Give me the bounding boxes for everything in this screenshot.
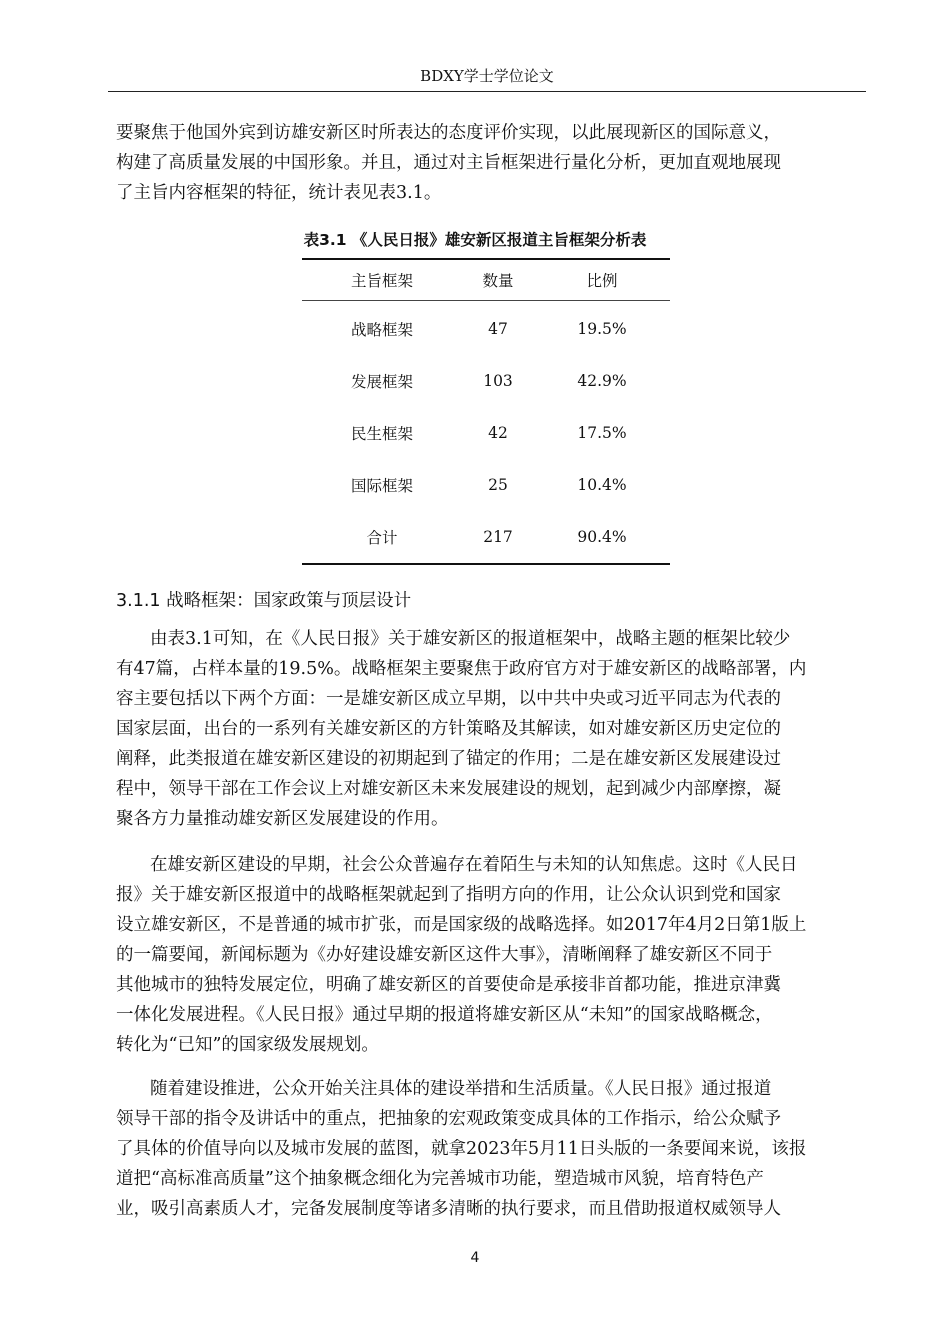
text-line: 聚各方力量推动雄安新区发展建设的作用。 <box>116 809 449 829</box>
page-number: 4 <box>470 1250 480 1266</box>
body-paragraph-1 <box>116 624 860 834</box>
page-header-title: BDXY学士学位论文 <box>420 67 554 85</box>
count-cell: 42 <box>488 424 508 442</box>
text-line: 有47篇，占样本量的19.5%。战略框架主要聚焦于政府官方对于雄安新区的战略部署，内 <box>116 659 807 679</box>
text-line: 国家层面，出台的一系列有关雄安新区的方针策略及其解读，如对雄安新区历史定位的 <box>116 719 781 739</box>
table-row-total <box>302 511 670 563</box>
framework-cell: 合计 <box>366 529 398 547</box>
count-cell: 217 <box>483 528 513 546</box>
table-row <box>302 407 670 459</box>
body-paragraph-3 <box>116 1074 860 1224</box>
text-line: 程中，领导干部在工作会议上对雄安新区未来发展建设的规划，起到减少内部摩擦，凝 <box>116 779 781 799</box>
column-header-ratio: 比例 <box>586 272 618 290</box>
framework-cell: 民生框架 <box>350 425 413 443</box>
text-line: 一体化发展进程。《人民日报》通过早期的报道将雄安新区从“未知”的国家战略概念， <box>116 1005 773 1025</box>
text-line: 道把“高标准高质量”这个抽象概念细化为完善城市功能，塑造城市风貌，培育特色产 <box>116 1169 764 1189</box>
framework-analysis-table <box>302 258 670 565</box>
text-line: 阐释，此类报道在雄安新区建设的初期起到了锚定的作用；二是在雄安新区发展建设过 <box>116 749 781 769</box>
text-line: 其他城市的独特发展定位，明确了雄安新区的首要使命是承接非首都功能，推进京津冀 <box>116 975 781 995</box>
header-divider <box>108 91 866 92</box>
ratio-cell: 19.5% <box>577 320 627 338</box>
section-heading: 3.1.1 战略框架：国家政策与顶层设计 <box>116 591 412 611</box>
intro-paragraph <box>116 118 860 208</box>
text-line: 构建了高质量发展的中国形象。并且，通过对主旨框架进行量化分析，更加直观地展现 <box>116 153 781 173</box>
table-row <box>302 303 670 355</box>
count-cell: 103 <box>483 372 513 390</box>
table-row <box>302 459 670 511</box>
count-cell: 47 <box>488 320 508 338</box>
text-line: 容主要包括以下两个方面：一是雄安新区成立早期，以中共中央或习近平同志为代表的 <box>116 689 781 709</box>
text-line: 随着建设推进，公众开始关注具体的建设举措和生活质量。《人民日报》通过报道 <box>150 1079 772 1099</box>
table-caption: 表3.1 《人民日报》雄安新区报道主旨框架分析表 <box>303 231 647 249</box>
framework-cell: 国际框架 <box>350 477 413 495</box>
text-line: 转化为“已知”的国家级发展规划。 <box>116 1035 379 1055</box>
text-line: 设立雄安新区，不是普通的城市扩张，而是国家级的战略选择。如2017年4月2日第1版上 <box>116 915 807 935</box>
text-line: 在雄安新区建设的早期，社会公众普遍存在着陌生与未知的认知焦虑。这时《人民日 <box>150 855 798 875</box>
text-line: 要聚焦于他国外宾到访雄安新区时所表达的态度评价实现，以此展现新区的国际意义， <box>116 123 781 143</box>
ratio-cell: 17.5% <box>577 424 627 442</box>
text-line: 报》关于雄安新区报道中的战略框架就起到了指明方向的作用，让公众认识到党和国家 <box>116 885 781 905</box>
column-header-framework: 主旨框架 <box>350 272 413 290</box>
text-line: 了具体的价值导向以及城市发展的蓝图，就拿2023年5月11日头版的一条要闻来说，该报 <box>116 1139 807 1159</box>
text-line: 的一篇要闻，新闻标题为《办好建设雄安新区这件大事》，清晰阐释了雄安新区不同于 <box>116 945 773 965</box>
text-line: 由表3.1可知，在《人民日报》关于雄安新区的报道框架中，战略主题的框架比较少 <box>150 629 791 649</box>
text-line: 领导干部的指令及讲话中的重点，把抽象的宏观政策变成具体的工作指示，给公众赋予 <box>116 1109 781 1129</box>
table-row <box>302 355 670 407</box>
ratio-cell: 10.4% <box>577 476 627 494</box>
framework-cell: 发展框架 <box>350 373 413 391</box>
ratio-cell: 90.4% <box>577 528 627 546</box>
column-header-count: 数量 <box>482 272 514 290</box>
ratio-cell: 42.9% <box>577 372 627 390</box>
count-cell: 25 <box>488 476 508 494</box>
table-header-row <box>302 260 670 301</box>
body-paragraph-2 <box>116 850 860 1060</box>
framework-cell: 战略框架 <box>350 321 413 339</box>
text-line: 了主旨内容框架的特征，统计表见表3.1。 <box>116 183 442 203</box>
text-line: 业，吸引高素质人才，完备发展制度等诸多清晰的执行要求，而且借助报道权威领导人 <box>116 1199 781 1219</box>
